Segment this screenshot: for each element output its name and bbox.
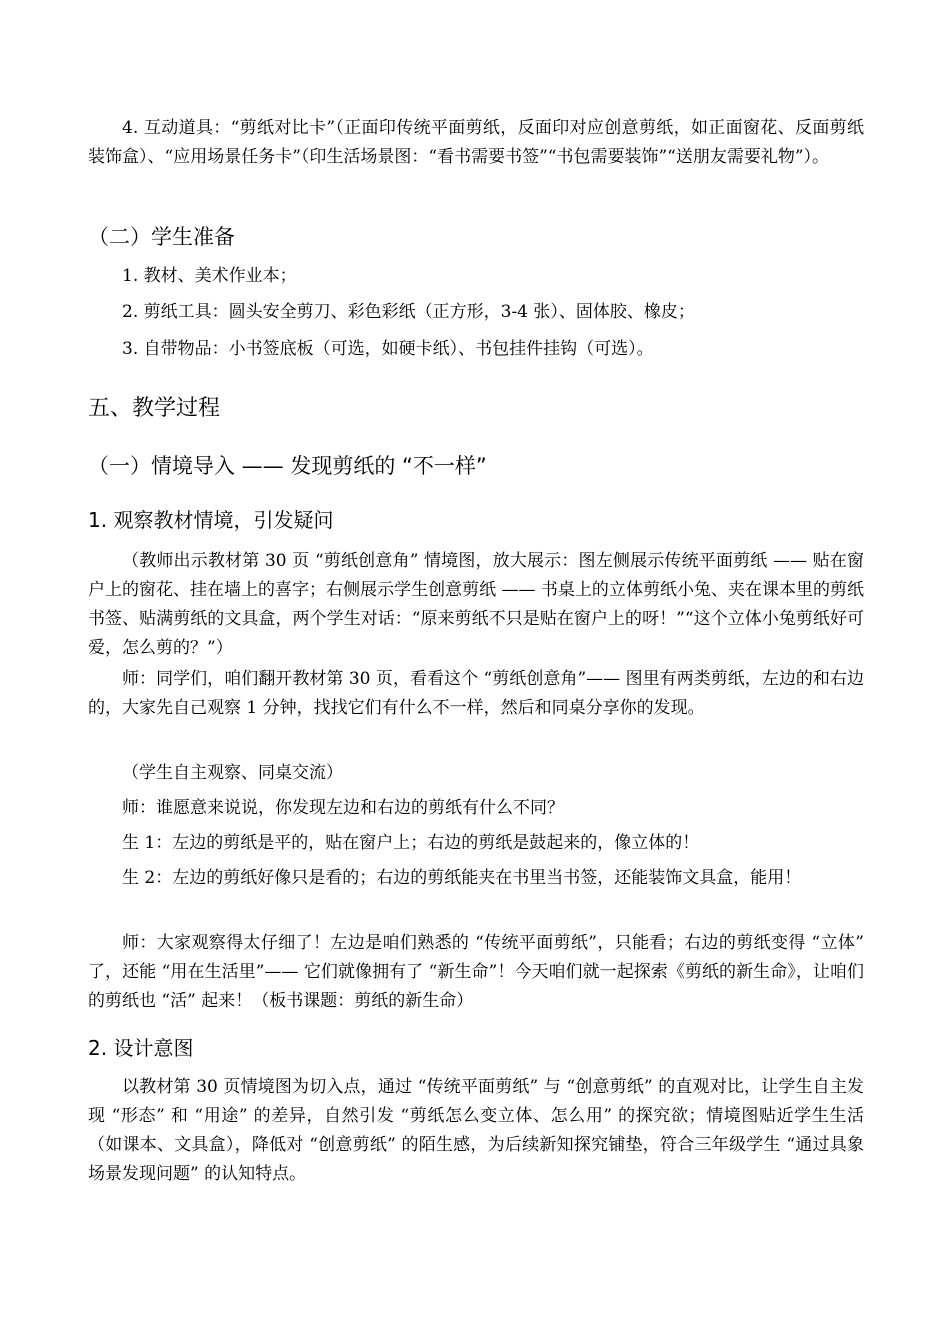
paragraph-student-2: 生 2：左边的剪纸好像只是看的；右边的剪纸能夹在书里当书签，还能装饰文具盒，能用！: [122, 868, 802, 888]
paragraph-teacher-3: 师：大家观察得太仔细了！左边是咱们熟悉的 “传统平面剪纸”，只能看；右边的剪纸变得 “立体” 了，还能 “用在生活里”—— 它们就像拥有了 “新生命”！今天咱们就一起探索《剪纸的新生命》，让咱们的剪纸也 “活” 起来！（板书课题：剪纸的新生命）: [88, 933, 864, 1011]
section-5-heading: 五、教学过程: [88, 396, 221, 421]
student-prep-item-2: 2. 剪纸工具：圆头安全剪刀、彩色彩纸（正方形，3-4 张）、固体胶、橡皮；: [122, 302, 695, 322]
student-prep-heading: （二）学生准备: [88, 225, 235, 249]
student-prep-item-3: 3. 自带物品：小书签底板（可选，如硬卡纸）、书包挂件挂钩（可选）。: [122, 339, 654, 359]
paragraph-situation: （教师出示教材第 30 页 “剪纸创意角” 情境图，放大展示：图左侧展示传统平面剪纸 —— 贴在窗户上的窗花、挂在墙上的喜字；右侧展示学生创意剪纸 —— 书桌上的立体剪纸小兔、夹在课本里的剪纸书签、贴满剪纸的文具盒，两个学生对话：“原来剪纸不只是贴在窗户上的呀！”“这个立体小兔剪纸好可爱，怎么剪的？”）: [88, 551, 864, 658]
paragraph-design-intent: 以教材第 30 页情境图为切入点，通过 “传统平面剪纸” 与 “创意剪纸” 的直观对比，让学生自主发现 “形态” 和 “用途” 的差异，自然引发 “剪纸怎么变立体、怎么用” 的探究欲；情境图贴近学生生活（如课本、文具盒），降低对 “创意剪纸” 的陌生感，为后续新知探究铺垫，符合三年级学生 “通过具象场景发现问题” 的认知特点。: [88, 1077, 864, 1184]
paragraph-student-1: 生 1：左边的剪纸是平的，贴在窗户上；右边的剪纸是鼓起来的，像立体的！: [122, 833, 700, 853]
student-prep-item-1: 1. 教材、美术作业本；: [122, 266, 297, 286]
paragraph-activity: （学生自主观察、同桌交流）: [122, 763, 343, 783]
part-2-heading: 2. 设计意图: [88, 1036, 194, 1060]
part-1-heading: 1. 观察教材情境，引发疑问: [88, 508, 334, 532]
paragraph-teacher-2: 师：谁愿意来说说，你发现左边和右边的剪纸有什么不同？: [122, 798, 564, 818]
prep-item-4: 4. 互动道具：“剪纸对比卡”（正面印传统平面剪纸，反面印对应创意剪纸，如正面窗花、反面剪纸装饰盒）、“应用场景任务卡”（印生活场景图：“看书需要书签”“书包需要装饰”“送朋友需要礼物”）。: [88, 118, 864, 167]
subsection-1-heading: （一）情境导入 —— 发现剪纸的 “不一样”: [88, 454, 487, 478]
paragraph-teacher-1: 师：同学们，咱们翻开教材第 30 页，看看这个 “剪纸创意角”—— 图里有两类剪纸，左边的和右边的，大家先自己观察 1 分钟，找找它们有什么不一样，然后和同桌分享你的发现。: [88, 669, 864, 718]
